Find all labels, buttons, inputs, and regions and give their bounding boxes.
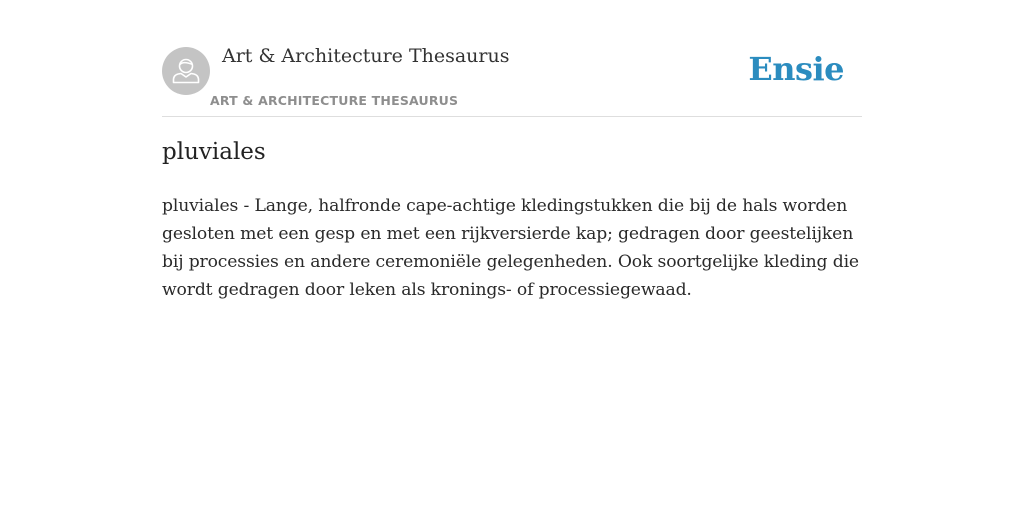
user-icon [162, 47, 210, 95]
page-title: pluviales [162, 139, 266, 165]
avatar[interactable] [162, 47, 210, 95]
source-label[interactable]: ART & ARCHITECTURE THESAURUS [210, 93, 459, 108]
header [162, 0, 862, 117]
definition-text: pluviales - Lange, halfronde cape-achtige kledingstukken die bij de hals worden gesloten met een gesp en met een rijkversierde kap; gedragen door geestelijken bij processies en andere ceremoniële gelegenheden. Ook soortgelijke kleding die wordt gedragen door leken als kronings- of processiegewaad. [162, 196, 859, 300]
brand-logo[interactable]: Ensie [748, 50, 844, 88]
author-name[interactable]: Art & Architecture Thesaurus [222, 45, 510, 67]
